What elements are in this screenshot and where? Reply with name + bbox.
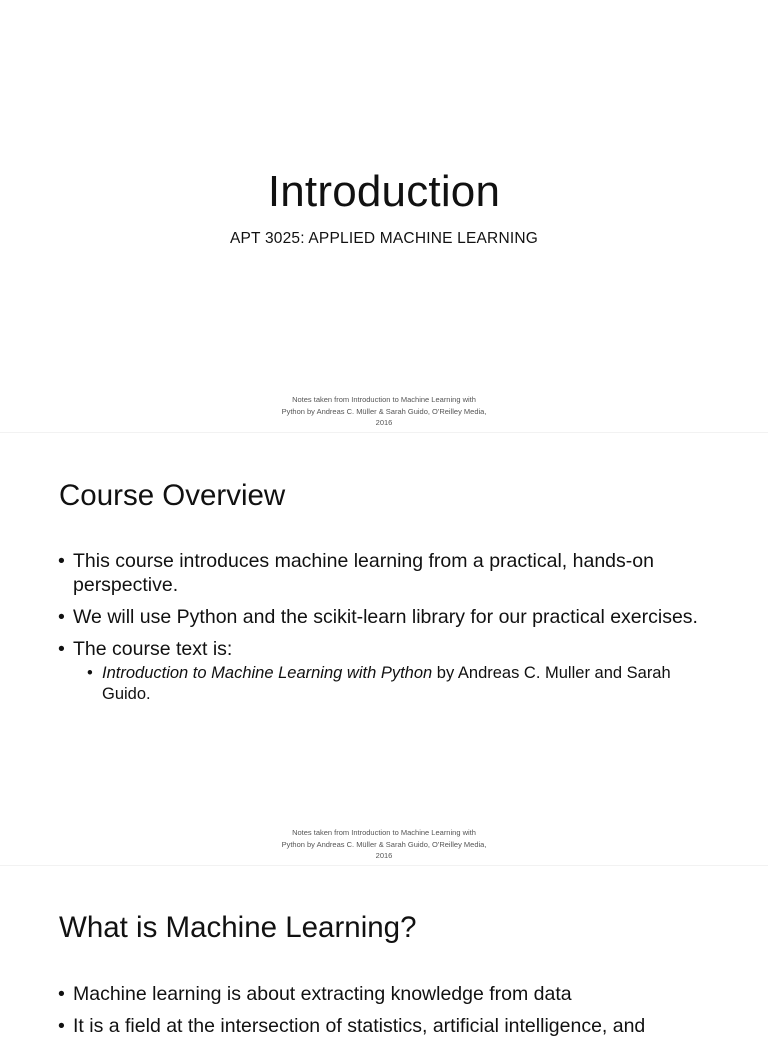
bullet-list [58, 549, 718, 713]
bullet-item [58, 1014, 748, 1038]
bullet-dot-icon: • [58, 638, 65, 660]
bullet-dot-icon: • [58, 606, 65, 628]
bullet-item [58, 549, 718, 597]
slide-title-what-is-ml: What is Machine Learning? [59, 911, 417, 944]
slide-footnote [0, 394, 768, 429]
bullet-list [58, 982, 748, 1046]
bullet-dot-icon: • [58, 1015, 65, 1037]
slide-title-introduction: Introduction [267, 167, 501, 216]
sentence-end: . [146, 685, 151, 703]
bullet-text: We will use Python and the scikit-learn library for our practical exercises. [73, 606, 698, 628]
bullet-text: The course text is: [73, 638, 233, 660]
slide-what-is-ml [0, 866, 768, 1037]
bullet-item [58, 637, 718, 705]
bullet-dot-icon: • [58, 983, 65, 1005]
footnote-line: 2016 [375, 851, 393, 860]
footnote-line: Python by Andreas C. Müller & Sarah Guido, O'Reilley Media, [281, 406, 487, 416]
bullet-item [58, 605, 718, 629]
bullet-text: Machine learning is about extracting knowledge from data [73, 983, 572, 1005]
book-authors: by Andreas C. Muller and Sarah Guido [102, 664, 671, 703]
footnote-line: Python by Andreas C. Müller & Sarah Guido, O'Reilley Media, [281, 839, 487, 849]
slide-subtitle: APT 3025: APPLIED MACHINE LEARNING [229, 230, 538, 247]
slide-course-overview [0, 433, 768, 865]
sub-bullet-list [58, 663, 718, 705]
slide-introduction [0, 0, 768, 432]
bullet-text: It is a field at the intersection of statistics, artificial intelligence, and [73, 1015, 646, 1037]
bullet-item [58, 982, 748, 1006]
slide-footnote [0, 827, 768, 862]
bullet-dot-icon: • [58, 550, 65, 572]
bullet-text: This course introduces machine learning from a practical, hands-on perspective. [73, 550, 654, 596]
sub-bullet-item [58, 663, 718, 705]
bullet-dot-icon: • [87, 664, 93, 682]
footnote-line: Notes taken from Introduction to Machine Learning with [292, 828, 476, 837]
slide-title-course-overview: Course Overview [59, 479, 286, 512]
footnote-line: 2016 [375, 418, 393, 427]
footnote-line: Notes taken from Introduction to Machine Learning with [292, 395, 476, 404]
book-title: Introduction to Machine Learning with Python [102, 664, 433, 682]
